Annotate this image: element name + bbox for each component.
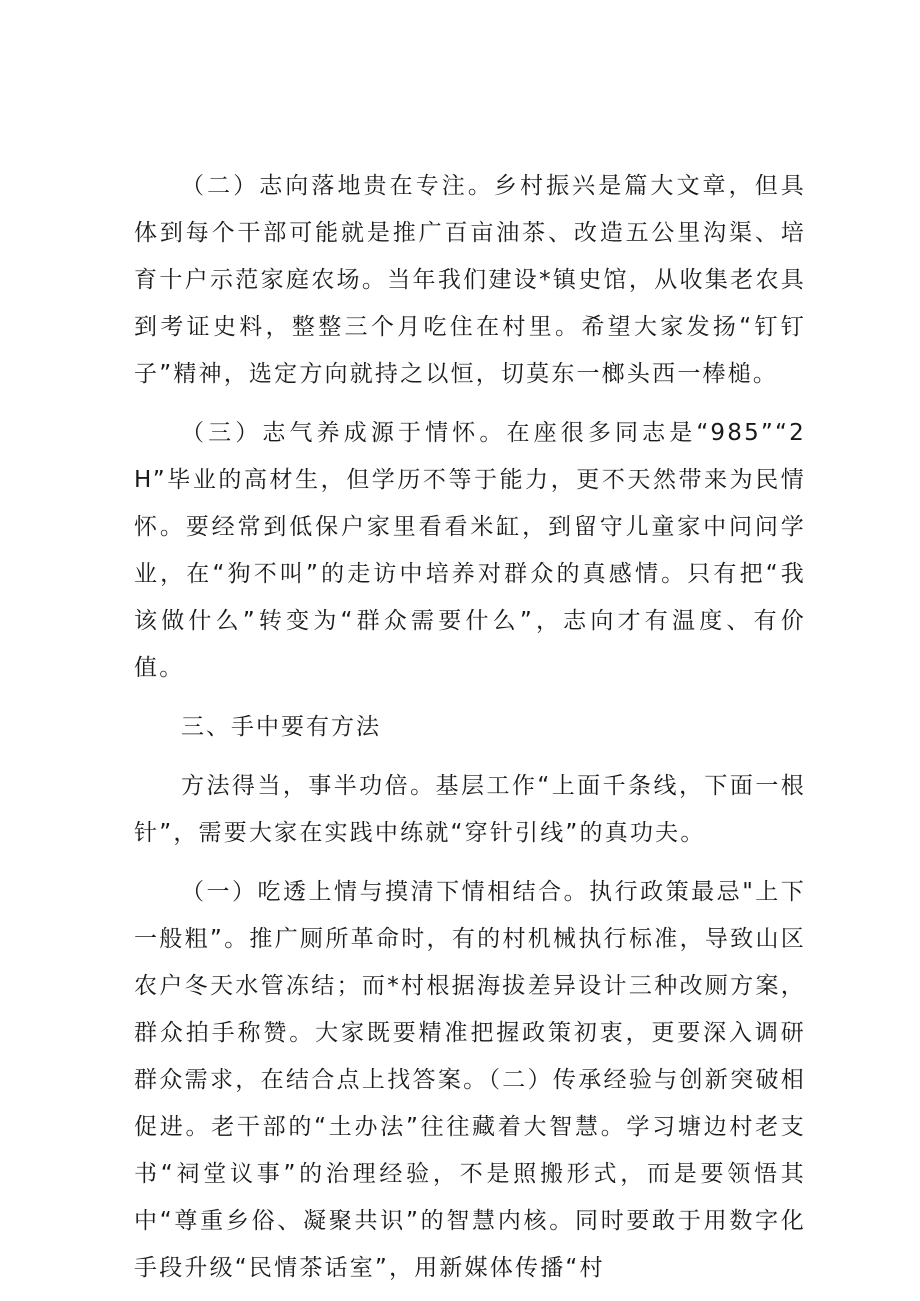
section-heading-methods: 三、手中要有方法 [181, 714, 381, 740]
paragraph-policy-and-experience: （一）吃透上情与摸清下情相结合。执行政策最忌"上下一般粗”。推广厕所革命时，有的村机械执行标准，导致山区农户冬天水管冻结；而*村根据海拔差异设计三种改厕方案，群众拍手称赞。大家既要精准把握政策初衷，更要深入调研群众需求，在结合点上找答案。（二）传承经验与创新突破相促进。老干部的“土办法”往往藏着大智慧。学习塘边村老支书“祠堂议事”的治理经验，不是照搬形式，而是要领悟其中“尊重乡俗、凝聚共识”的智慧内核。同时要敢于用数字化手段升级“民情茶话室”，用新媒体传播“村 [134, 879, 806, 1281]
document-page [134, 163, 806, 1292]
paragraph-zhiqi-yangcheng: （三）志气养成源于情怀。在座很多同志是“985”“2H”毕业的高材生，但学历不等于能力，更不天然带来为民情怀。要经常到低保户家里看看米缸，到留守儿童家中问问学业，在“狗不叫”的走访中培养对群众的真感情。只有把“我该做什么”转变为“群众需要什么”，志向才有温度、有价值。 [134, 420, 806, 681]
paragraph-zhixiang-luodi: （二）志向落地贵在专注。乡村振兴是篇大文章，但具体到每个干部可能就是推广百亩油茶、改造五公里沟渠、培育十户示范家庭农场。当年我们建设*镇史馆，从收集老农具到考证史料，整整三个月吃住在村里。希望大家发扬“钉钉子”精神，选定方向就持之以恒，切莫东一榔头西一棒槌。 [134, 173, 806, 387]
paragraph-methods-intro: 方法得当，事半功倍。基层工作“上面千条线，下面一根针”，需要大家在实践中练就“穿针引线”的真功夫。 [134, 773, 806, 846]
